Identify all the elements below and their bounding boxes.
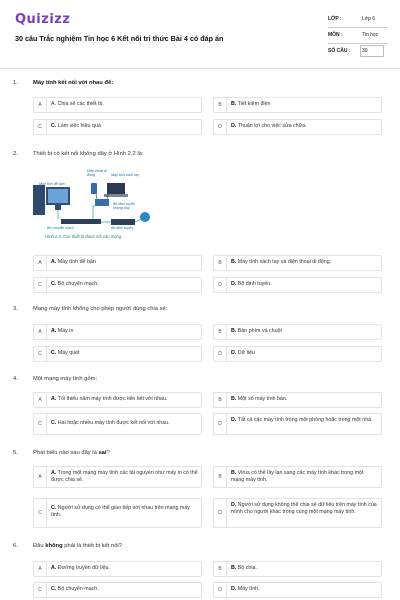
option-text: A. Máy tính để bàn	[51, 259, 96, 265]
internet-icon	[140, 212, 150, 222]
option-letter: B	[214, 256, 227, 270]
question-number: 2.	[13, 151, 18, 157]
meta-label: LỚP :	[328, 16, 342, 22]
option-letter: D	[214, 120, 227, 134]
option-letter: D	[214, 278, 227, 292]
meta-class	[328, 12, 388, 28]
option-letter: C	[34, 499, 47, 527]
option-letter: B	[214, 467, 227, 487]
switch-shape	[61, 219, 101, 224]
label-router: Bộ định tuyến	[111, 226, 133, 230]
network-diagram	[33, 167, 163, 243]
option-letter: A	[34, 467, 47, 487]
question-number: 3.	[13, 306, 18, 312]
meta-label: MÔN :	[328, 32, 343, 38]
question-text: Một mạng máy tính gồm:	[33, 376, 98, 382]
document-header	[0, 0, 400, 68]
option-letter: D	[214, 347, 227, 361]
phone-shape	[91, 183, 97, 194]
option-text: C. Hai hoặc nhiều máy tính được kết nối với nhau.	[51, 420, 170, 426]
option-b[interactable]	[213, 97, 382, 113]
option-text: C. Bộ chuyển mạch.	[51, 281, 99, 287]
option-letter: A	[34, 393, 47, 407]
meta-count	[328, 44, 388, 60]
question-text: Phát biểu nào sau đây là sai?	[33, 450, 110, 456]
option-d[interactable]	[213, 582, 382, 598]
meta-value: 30	[362, 48, 368, 54]
option-text: D. Người sử dụng không thể chia sẻ dữ liệu trên máy tính của mình cho người khác trong cùng một mạng máy tính.	[231, 502, 377, 515]
option-d[interactable]	[213, 119, 382, 135]
option-letter: D	[214, 414, 227, 434]
option-letter: D	[214, 499, 227, 527]
option-letter: A	[34, 256, 47, 270]
option-letter: B	[214, 393, 227, 407]
option-d[interactable]	[213, 277, 382, 293]
option-letter: C	[34, 583, 47, 597]
meta-subject	[328, 28, 388, 44]
option-a[interactable]	[33, 561, 202, 577]
option-c[interactable]	[33, 277, 202, 293]
label-switch: Bộ chuyển mạch	[47, 226, 74, 230]
option-text: A. Đường truyền dữ liệu.	[51, 565, 110, 571]
figure-caption: Hình 2.2. Các thiết bị được nối vào mạng	[45, 234, 122, 239]
option-text: B. Một số máy tính bàn.	[231, 396, 288, 402]
label-wireless-router: Bộ định tuyến không dây	[113, 202, 135, 210]
option-text: A. Máy in	[51, 328, 74, 334]
option-text: C. Máy quét	[51, 350, 80, 356]
option-text: A. Tối thiểu năm máy tính được liên kết với nhau.	[51, 396, 168, 402]
meta-value: Lớp 6	[362, 16, 376, 22]
option-letter: B	[214, 98, 227, 112]
option-text: B. Máy tính xách tay và điện thoại di động.	[231, 259, 332, 265]
option-text: B. Tiết kiệm điện	[231, 101, 271, 107]
option-b[interactable]	[213, 561, 382, 577]
document-title: 30 câu Trắc nghiệm Tin học 6 Kết nối tri thức Bài 4 có đáp án	[15, 34, 224, 43]
option-a[interactable]	[33, 392, 202, 408]
option-text: D. Bộ định tuyến.	[231, 281, 272, 287]
label-laptop: Máy tính xách tay	[111, 173, 140, 177]
option-text: C. Bộ chuyển mạch.	[51, 586, 99, 592]
option-letter: B	[214, 562, 227, 576]
question-number: 1.	[13, 80, 18, 86]
option-text: C. Người sử dụng có thể giao tiếp với nhau trên mạng máy tính.	[51, 505, 190, 518]
option-text: D. Tất cả các máy tính trong một phòng hoặc trong một nhà.	[231, 417, 373, 423]
option-b[interactable]	[213, 324, 382, 340]
network-figure	[33, 167, 163, 243]
option-letter: A	[34, 562, 47, 576]
option-c[interactable]	[33, 498, 202, 528]
option-letter: C	[34, 120, 47, 134]
option-text: D. Dữ liệu	[231, 350, 255, 356]
label-phone: Điện thoại di động	[87, 169, 107, 177]
option-letter: C	[34, 414, 47, 434]
question-number: 4.	[13, 376, 18, 382]
option-text: D. Thuận lợi cho việc sửa chữa.	[231, 123, 307, 129]
tower-shape	[33, 185, 45, 215]
option-letter: D	[214, 583, 227, 597]
label-desktop: Máy tính để bàn	[39, 182, 65, 186]
option-letter: A	[34, 98, 47, 112]
question-text: Máy tính kết nối với nhau để:	[33, 80, 114, 86]
laptop-shape	[107, 183, 125, 194]
option-text: A. Trong một mạng máy tính các tài nguyên như máy in có thể được chia sẻ.	[51, 470, 198, 483]
option-c[interactable]	[33, 119, 202, 135]
option-b[interactable]	[213, 466, 382, 488]
option-c[interactable]	[33, 413, 202, 435]
question-text: Mạng máy tính không cho phép người dùng chia sẻ:	[33, 306, 168, 312]
option-text: D. Máy tính.	[231, 586, 260, 592]
option-letter: C	[34, 278, 47, 292]
option-text: B. Bàn phím và chuột	[231, 328, 282, 334]
option-a[interactable]	[33, 324, 202, 340]
option-letter: C	[34, 347, 47, 361]
option-letter: A	[34, 325, 47, 339]
header-divider	[0, 68, 400, 69]
option-d[interactable]	[213, 498, 382, 528]
option-c[interactable]	[33, 582, 202, 598]
option-a[interactable]	[33, 97, 202, 113]
option-a[interactable]	[33, 466, 202, 488]
question-number: 6.	[13, 543, 18, 549]
option-d[interactable]	[213, 413, 382, 435]
meta-label: SỐ CÂU :	[328, 48, 351, 54]
router-shape	[111, 219, 135, 225]
option-a[interactable]	[33, 255, 202, 271]
option-c[interactable]	[33, 346, 202, 362]
question-number: 5.	[13, 450, 18, 456]
option-text: C. Làm việc hiệu quả.	[51, 123, 103, 129]
meta-value: Tin học	[362, 32, 379, 38]
question-text: Thiết bị có kết nối không dây ở Hình 2.2 là:	[33, 151, 144, 157]
option-letter: B	[214, 325, 227, 339]
wireless-router-shape	[95, 199, 109, 206]
option-text: A. Chia sẻ các thiết bị.	[51, 101, 104, 107]
option-b[interactable]	[213, 255, 382, 271]
option-b[interactable]	[213, 392, 382, 408]
option-text: B. Virus có thể lây lan sang các máy tính khác trong một mạng máy tính.	[231, 470, 364, 483]
question-text: Đâu không phải là thiết bị kết nối?	[33, 543, 122, 549]
meta-panel	[328, 12, 388, 60]
option-text: B. Bộ chia.	[231, 565, 257, 571]
quizizz-logo: Quizizz	[15, 12, 71, 27]
option-d[interactable]	[213, 346, 382, 362]
